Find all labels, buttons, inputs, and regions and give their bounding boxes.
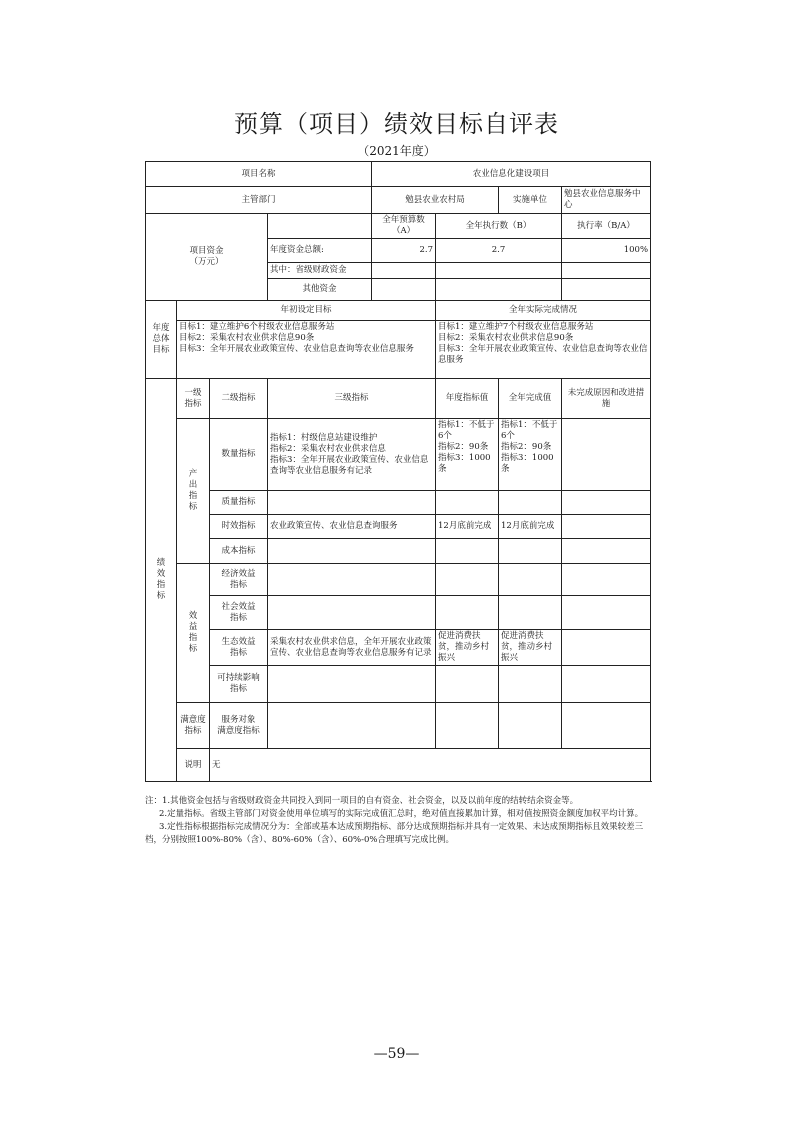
actual-goals-text: 目标1：建立维护7个村级农业信息服务站 目标2：采集农村农业供求信息90条 目标3：全年开展农业政策宣传、农业信息查询等农业信息服务: [438, 322, 648, 365]
total-exec: 2.7: [436, 239, 562, 263]
cost-reason: [562, 539, 651, 564]
actual-goals: [436, 321, 651, 379]
social-level3: [268, 596, 436, 630]
project-name-value: 农业信息化建设项目: [372, 162, 651, 187]
goals-content-row: [146, 321, 651, 379]
quality-actual: [499, 491, 562, 515]
ecological-row: [146, 630, 651, 666]
sustain-target: [436, 666, 499, 703]
note-3: 3.定性指标根据指标完成情况分为：全部或基本达成预期指标、部分达成预期指标并具有一定效果、未达成预期指标且效果较差三档，分别按照100%-80%（含）、80%-60%（含）、60%-0%合理填写完成比例。: [145, 822, 644, 845]
impl-unit-value: 勉县农业信息服务中心: [562, 187, 651, 214]
other-label: 其他资金: [268, 279, 372, 301]
time-label: 时效指标: [210, 515, 268, 539]
cost-row: [146, 539, 651, 564]
planned-goals: [177, 321, 436, 379]
satisfaction-label-text: 满意度 指标: [180, 714, 206, 736]
benefit-label: [177, 564, 210, 703]
remarks-value: 无: [210, 749, 651, 782]
service-level3: [268, 703, 436, 749]
economic-row: [146, 564, 651, 596]
social-label: [210, 596, 268, 630]
qty-actual: [499, 419, 562, 491]
econ-reason: [562, 564, 651, 596]
sustainability-row: [146, 666, 651, 703]
prov-rate: [562, 263, 651, 279]
quality-reason: [562, 491, 651, 515]
time-target: 12月底前完成: [436, 515, 499, 539]
indicators-side-label: [146, 379, 177, 782]
econ-level3: [268, 564, 436, 596]
eco-level3: 采集农村农业供求信息，全年开展农业政策宣传、农业信息查询等农业信息服务有记录: [268, 630, 436, 666]
service-actual: [499, 703, 562, 749]
timeliness-row: [146, 515, 651, 539]
note-2: 2.定量指标。省级主管部门对资金使用单位填写的实际完成值汇总时，绝对值直接累加计算，相对值按照资金额度加权平均计算。: [159, 809, 644, 819]
other-rate: [562, 279, 651, 301]
col-rate: 执行率（B/A）: [562, 214, 651, 239]
cost-level3: [268, 539, 436, 564]
econ-actual: [499, 564, 562, 596]
eco-reason: [562, 630, 651, 666]
goals-side-label: [146, 301, 177, 379]
h-level1: [177, 379, 210, 419]
econ-label-text: 经济效益 指标: [221, 568, 256, 590]
total-budget: 2.7: [372, 239, 436, 263]
qty-label: 数量指标: [210, 419, 268, 491]
note-1: 注：1.其他资金包括与省级财政资金共同投入到同一项目的自有资金、社会资金，以及以前年度的结转结余资金等。: [145, 796, 579, 806]
fiscal-year: （2021年度）: [357, 144, 436, 158]
econ-target: [436, 564, 499, 596]
indicator-header-row: [146, 379, 651, 419]
footnotes: [145, 795, 650, 847]
page-number: —59—: [373, 1046, 420, 1062]
qty-target: [436, 419, 499, 491]
prov-label: 其中：省级财政资金: [268, 263, 372, 279]
other-budget: [372, 279, 436, 301]
planned-header: 年初设定目标: [177, 301, 436, 321]
department-row: [146, 187, 651, 214]
project-name-row: [146, 162, 651, 187]
cost-target: [436, 539, 499, 564]
h-level3: 三级指标: [268, 379, 436, 419]
eco-actual: 促进消费扶贫，推动乡村振兴: [499, 630, 562, 666]
service-label-text: 服务对象 满意度指标: [217, 714, 260, 736]
econ-label: [210, 564, 268, 596]
social-label-text: 社会效益 指标: [221, 601, 256, 623]
social-reason: [562, 596, 651, 630]
quantity-row: [146, 419, 651, 491]
eco-target: 促进消费扶贫，推动乡村振兴: [436, 630, 499, 666]
sustain-level3: [268, 666, 436, 703]
h-reason: 未完成原因和改进措施: [562, 379, 651, 419]
sustain-label-text: 可持续影响 指标: [217, 673, 260, 694]
dept-value: 勉县农业农村局: [372, 187, 499, 214]
quality-row: [146, 491, 651, 515]
quality-level3: [268, 491, 436, 515]
qty-reason: [562, 419, 651, 491]
output-label-text: 产 出 指 标: [188, 469, 198, 512]
funds-label: [146, 214, 268, 301]
total-label: 年度资金总额:: [268, 239, 372, 263]
eco-label-text: 生态效益 指标: [221, 636, 256, 658]
cost-label: 成本指标: [210, 539, 268, 564]
sustain-actual: [499, 666, 562, 703]
service-label: [210, 703, 268, 749]
sustain-label: [210, 666, 268, 703]
social-actual: [499, 596, 562, 630]
time-reason: [562, 515, 651, 539]
remarks-label: 说明: [177, 749, 210, 782]
total-rate: 100%: [562, 239, 651, 263]
funds-label-text: 项目资金 （万元）: [189, 246, 224, 267]
time-level3: 农业政策宣传、农业信息查询服务: [268, 515, 436, 539]
eco-label: [210, 630, 268, 666]
benefit-label-text: 效 益 指 标: [188, 611, 198, 654]
funds-header-row: [146, 214, 651, 239]
funds-blank: [268, 214, 372, 239]
actual-header: 全年实际完成情况: [436, 301, 651, 321]
indicators-side-text: 绩 效 指 标: [156, 558, 166, 601]
qty-level3: [268, 419, 436, 491]
other-exec: [436, 279, 562, 301]
prov-exec: [436, 263, 562, 279]
service-reason: [562, 703, 651, 749]
remarks-row: [146, 749, 651, 782]
service-target: [436, 703, 499, 749]
impl-unit-label: 实施单位: [499, 187, 562, 214]
qty-actual-text: 指标1：不低于6个 指标2：90条 指标3：1000条: [501, 420, 558, 474]
output-label: [177, 419, 210, 564]
dept-label: 主管部门: [146, 187, 372, 214]
h-target: 年度指标值: [436, 379, 499, 419]
social-row: [146, 596, 651, 630]
quality-target: [436, 491, 499, 515]
qty-level3-text: 指标1：村级信息站建设维护 指标2：采集农村农业供求信息 指标3：全年开展农业政策宣传、农业信息查询等农业信息服务有记录: [270, 432, 429, 476]
goals-side-text: 年度 总体 目标: [152, 323, 170, 355]
satisfaction-label: [177, 703, 210, 749]
self-evaluation-table: [145, 161, 651, 782]
sustain-reason: [562, 666, 651, 703]
h-level2: 二级指标: [210, 379, 268, 419]
col-exec: 全年执行数（B）: [436, 214, 562, 239]
quality-label: 质量指标: [210, 491, 268, 515]
col-budget: 全年预算数（A）: [372, 214, 436, 239]
qty-target-text: 指标1：不低于6个 指标2：90条 指标3：1000条: [438, 420, 495, 474]
goals-header-row: [146, 301, 651, 321]
h-actual: 全年完成值: [499, 379, 562, 419]
satisfaction-row: [146, 703, 651, 749]
cost-actual: [499, 539, 562, 564]
project-name-label: 项目名称: [146, 162, 372, 187]
prov-budget: [372, 263, 436, 279]
h-level1-text: 一级 指标: [184, 387, 202, 409]
planned-goals-text: 目标1：建立维护6个村级农业信息服务站 目标2：采集农村农业供求信息90条 目标3：全年开展农业政策宣传、农业信息查询等农业信息服务: [179, 322, 414, 354]
social-target: [436, 596, 499, 630]
page-title: 预算（项目）绩效目标自评表: [234, 110, 559, 138]
time-actual: 12月底前完成: [499, 515, 562, 539]
